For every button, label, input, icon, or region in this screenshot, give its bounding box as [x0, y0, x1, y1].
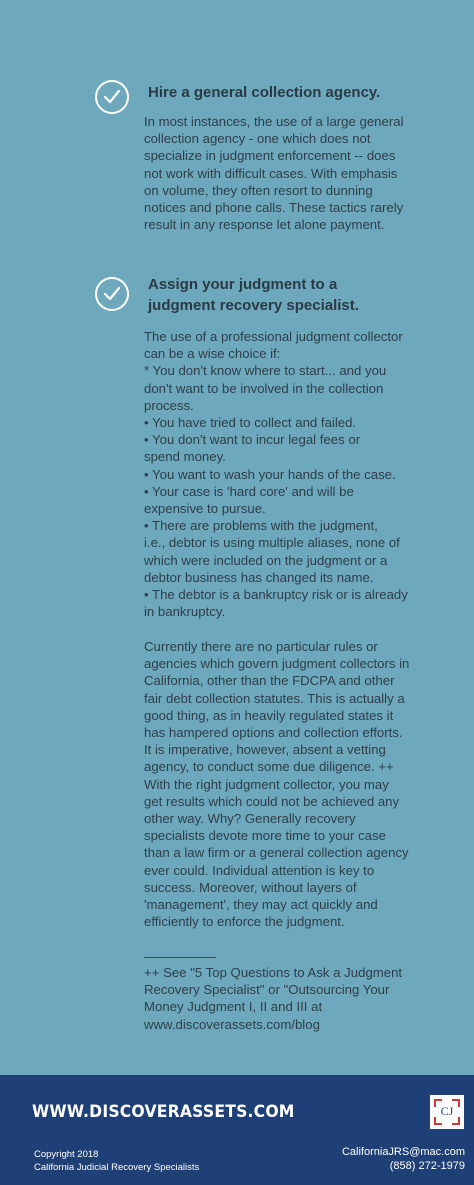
phone-number[interactable]: (858) 272-1979	[389, 1160, 465, 1172]
email-link[interactable]: CaliforniaJRS@mac.com	[341, 1146, 465, 1158]
website-link[interactable]: WWW.DISCOVERASSETS.COM	[32, 1102, 295, 1122]
logo-mark: CJ	[440, 1104, 454, 1118]
check-circle-icon	[95, 277, 129, 311]
copyright-line2: California Judicial Recovery Specialists	[34, 1162, 200, 1173]
contact-info	[342, 1145, 465, 1173]
cj-logo	[430, 1095, 464, 1129]
option2-body: The use of a professional judgment collector can be a wise choice if: * You don't know where to start... and you don't want to be involved in the collection process. • You have tried to collect and failed. • You don't want to incur legal fees or spend money. • You want to wash your hands of the case. • Your case is 'hard core' and will be expensive to pursue. • There are problems with the judgment, i.e., debtor is using multiple aliases, none of which were included on the judgment or a debtor business has changed its name. • The debtor is a bankruptcy risk or is already in bankruptcy.	[144, 329, 408, 620]
copyright-line1: Copyright 2018	[34, 1149, 99, 1160]
option2-heading	[148, 274, 448, 316]
check-circle-icon	[95, 80, 129, 114]
footer	[0, 1075, 474, 1185]
option1-heading: Hire a general collection agency.	[148, 84, 381, 101]
option2-heading-line2: judgment recovery specialist.	[148, 297, 359, 314]
copyright	[34, 1148, 199, 1174]
footnote-divider	[144, 957, 216, 958]
option2-body2: Currently there are no particular rules or agencies which govern judgment collectors in California, other than the FDCPA and other fair debt collection statutes. This is actually a good thing, as in heavily regulated states it has hampered options and collection efforts. It is imperative, however, absent a vetting agency, to conduct some due diligence. ++ With the right judgment collector, you may get results which could not be achieved any other way. Why? Generally recovery specialists devote more time to your case than a law firm or a general collection agency ever could. Individual attention is key to success. Moreover, without layers of 'management', they may act quickly and efficiently to enforce the judgment.	[144, 639, 410, 930]
footnote: ++ See "5 Top Questions to Ask a Judgment Recovery Specialist" or "Outsourcing Your Money Judgment I, II and III at www.discoverassets.com/blog	[144, 965, 403, 1032]
option1-body: In most instances, the use of a large general collection agency - one which does not specialize in judgment enforcement -- does not work with difficult cases. With emphasis on volume, they often resort to dunning notices and phone calls. These tactics rarely result in any response let alone payment.	[144, 114, 404, 233]
option2-heading-line1: Assign your judgment to a	[148, 276, 338, 293]
